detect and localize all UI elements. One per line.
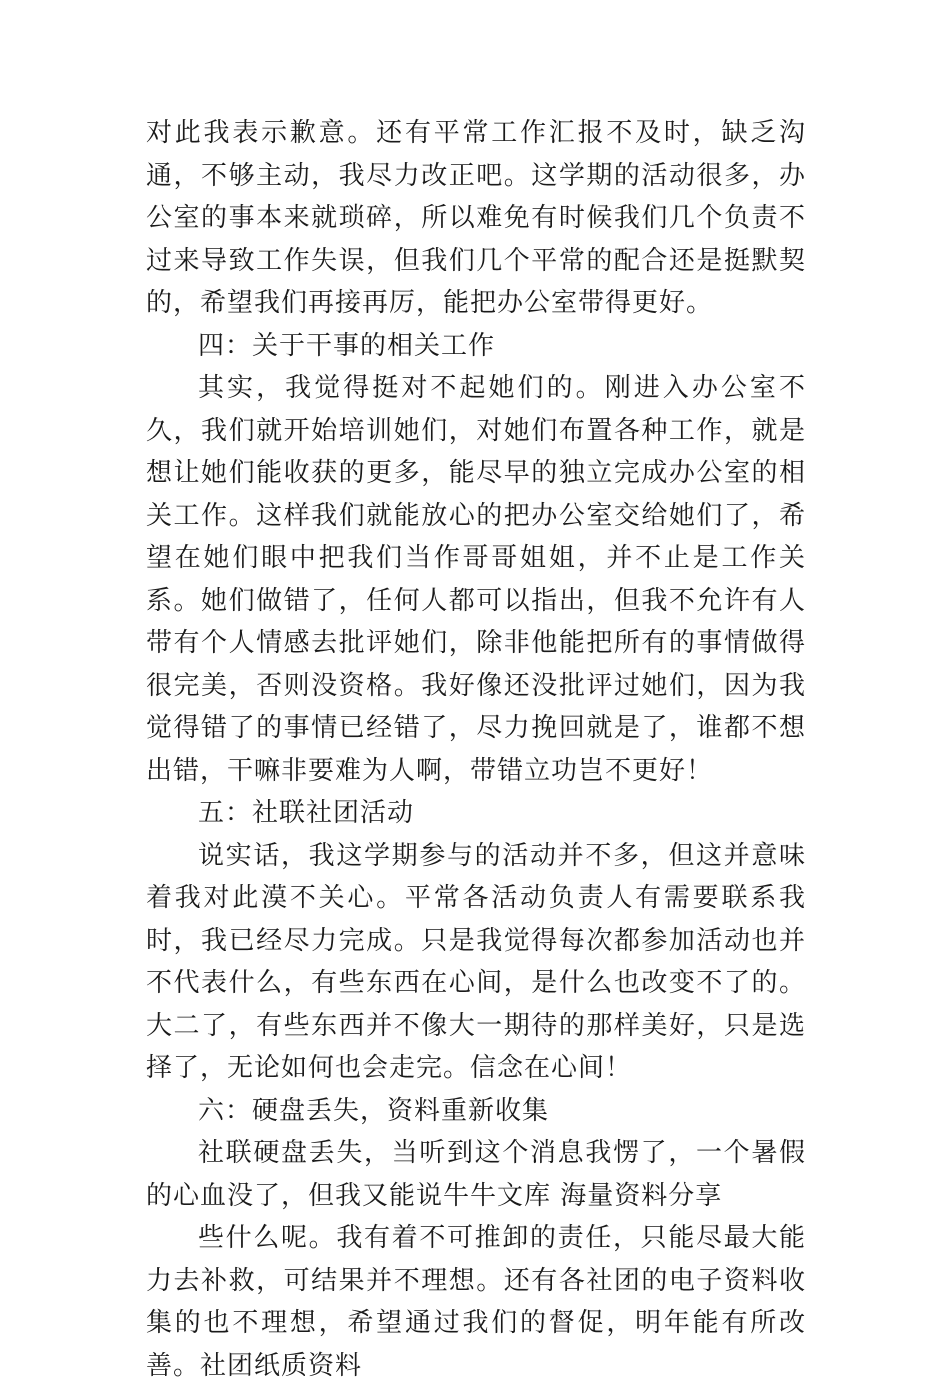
paragraph-apology: 对此我表示歉意。还有平常工作汇报不及时，缺乏沟通，不够主动，我尽力改正吧。这学期的活动很多，办公室的事本来就琐碎，所以难免有时候我们几个负责不过来导致工作失误，但我们几个平常的配合还是挺默契的，希望我们再接再厉，能把办公室带得更好。 — [146, 118, 806, 318]
section-heading-staff-work: 四：关于干事的相关工作 — [198, 330, 496, 361]
paragraph-responsibility: 些什么呢。我有着不可推卸的责任，只能尽最大能力去补救，可结果并不理想。还有各社团的电子资料收集的也不理想，希望通过我们的督促，明年能有所改善。社团纸质资料 — [146, 1223, 806, 1381]
paragraph-staff-work: 其实，我觉得挺对不起她们的。刚进入办公室不久，我们就开始培训她们，对她们布置各种工作，就是想让她们能收获的更多，能尽早的独立完成办公室的相关工作。这样我们就能放心的把办公室交给她们了，希望在她们眼中把我们当作哥哥姐姐，并不止是工作关系。她们做错了，任何人都可以指出，但我不允许有人带有个人情感去批评她们，除非他能把所有的事情做得很完美，否则没资格。我好像还没批评过她们，因为我觉得错了的事情已经错了，尽力挽回就是了，谁都不想出错，干嘛非要难为人啊，带错立功岂不更好！ — [146, 373, 806, 786]
document-body — [146, 112, 806, 1387]
paragraph-hard-drive-lost: 社联硬盘丢失，当听到这个消息我愣了，一个暑假的心血没了，但我又能说牛牛文库 海量资料分享 — [146, 1138, 806, 1211]
paragraph-club-activities: 说实话，我这学期参与的活动并不多，但这并意味着我对此漠不关心。平常各活动负责人有需要联系我时，我已经尽力完成。只是我觉得每次都参加活动也并不代表什么，有些东西在心间，是什么也改变不了的。大二了，有些东西并不像大一期待的那样美好，只是选择了，无论如何也会走完。信念在心间！ — [146, 840, 806, 1083]
section-heading-hard-drive-lost: 六：硬盘丢失，资料重新收集 — [198, 1095, 550, 1126]
section-heading-club-activities: 五：社联社团活动 — [198, 798, 415, 828]
